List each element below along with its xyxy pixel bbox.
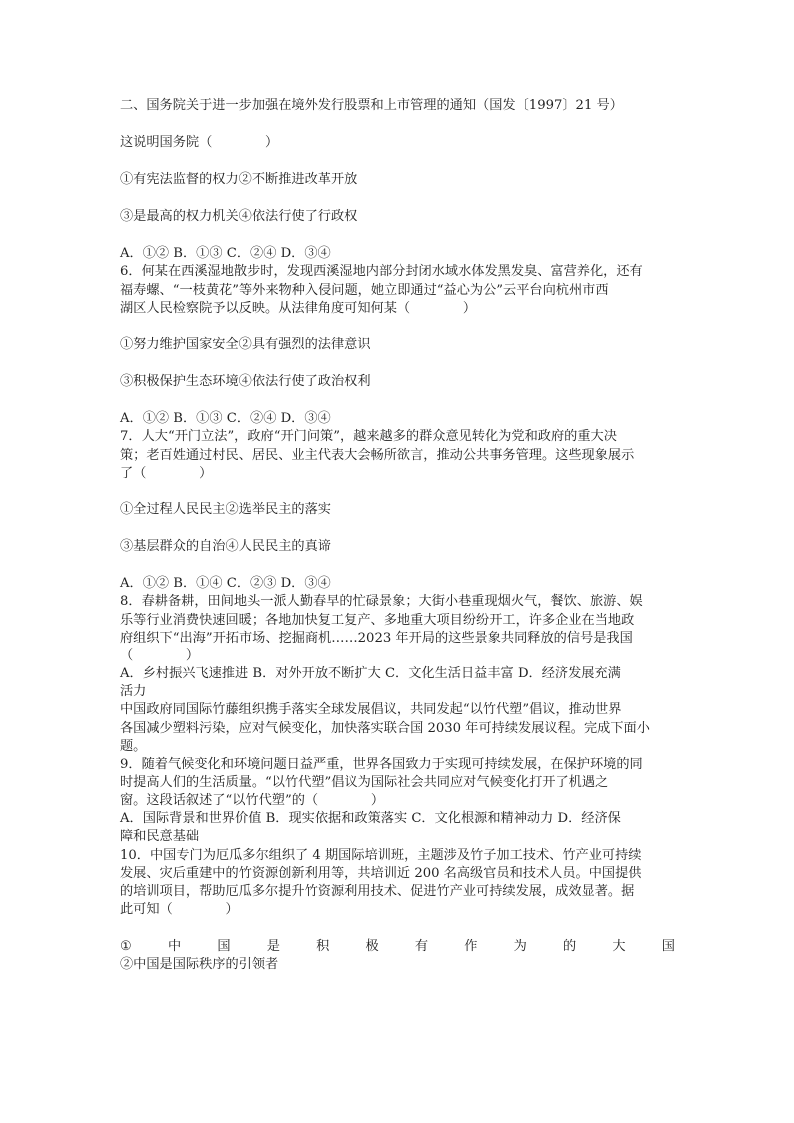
q10-option-char: 是 xyxy=(266,939,280,954)
q10-option-char: 作 xyxy=(464,939,478,954)
q10-option-char: ① xyxy=(120,939,132,954)
q10-stem-line-3: 的培训项目，帮助厄瓜多尔提升竹资源利用技术、促进竹产业可持续发展，成效显著。据 xyxy=(120,884,635,899)
q10-option-line-2: ②中国是国际秩序的引领者 xyxy=(120,957,279,972)
q5-stem: 这说明国务院（ ） xyxy=(120,135,279,150)
q5-option-line-1: ①有宪法监督的权力②不断推进改革开放 xyxy=(120,172,358,187)
q6-stem-line-3: 湖区人民检察院予以反映。从法律角度可知何某（ ） xyxy=(120,301,477,316)
q10-option-line-1 xyxy=(120,937,675,956)
q7-stem-line-3: 了（ ） xyxy=(120,466,213,481)
q10-option-char: 有 xyxy=(414,939,429,954)
q6-answer-choices: A．①② B．①③ C．②④ D．③④ xyxy=(120,411,331,426)
q9-stem-line-3: 窗。这段话叙述了“以竹代塑”的（ ） xyxy=(120,793,385,808)
q10-option-char: 极 xyxy=(365,939,379,954)
q8-stem-line-3: 府组织下“出海”开拓市场、挖掘商机……2023 年开局的这些景象共同释放的信号是我国 xyxy=(120,631,633,646)
q7-option-line-2: ③基层群众的自治④人民民主的真谛 xyxy=(120,539,331,554)
q10-stem-line-4: 此可知（ ） xyxy=(120,902,239,917)
q10-option-char: 的 xyxy=(563,939,577,954)
q10-option-char: 大 xyxy=(612,939,626,954)
q9-stem-line-1: 9．随着气候变化和环境问题日益严重，世界各国致力于实现可持续发展，在保护环境的同 xyxy=(120,757,643,772)
q9-answer-choices-1: A．国际背景和世界价值 B．现实依据和政策落实 C．文化根源和精神动力 D．经济保 xyxy=(120,811,621,826)
material-line-3: 题。 xyxy=(120,739,147,754)
q6-option-line-2: ③积极保护生态环境④依法行使了政治权利 xyxy=(120,374,371,389)
q6-stem-line-2: 福寿螺、“一枝黄花”等外来物种入侵问题，她立即通过“益心为公”云平台向杭州市西 xyxy=(120,283,609,298)
q10-option-char: 国 xyxy=(217,939,231,954)
q6-option-line-1: ①努力维护国家安全②具有强烈的法律意识 xyxy=(120,337,371,352)
q8-answer-choices-1: A．乡村振兴飞速推进 B．对外开放不断扩大 C．文化生活日益丰富 D．经济发展充满 xyxy=(120,666,621,681)
q7-stem-line-1: 7．人大“开门立法”，政府“开门问策”，越来越多的群众意见转化为党和政府的重大决 xyxy=(120,429,617,444)
q8-stem-line-4: （ ） xyxy=(120,648,200,663)
q9-answer-choices-2: 障和民意基础 xyxy=(120,829,200,844)
q10-option-char: 中 xyxy=(168,939,182,954)
q8-answer-choices-2: 活力 xyxy=(120,684,147,699)
q8-stem-line-1: 8．春耕备耕，田间地头一派人勤春早的忙碌景象；大街小巷重现烟火气，餐饮、旅游、娱 xyxy=(120,594,643,609)
q7-answer-choices: A．①② B．①④ C．②③ D．③④ xyxy=(120,576,331,591)
q10-option-char: 积 xyxy=(316,939,330,954)
q5-answer-choices: A．①② B．①③ C．②④ D．③④ xyxy=(120,246,331,261)
q10-option-char: 为 xyxy=(513,939,527,954)
q10-stem-line-1: 10．中国专门为厄瓜多尔组织了 4 期国际培训班，主题涉及竹子加工技术、竹产业可持续 xyxy=(120,848,642,863)
q9-stem-line-2: 时提高人们的生活质量。“以竹代塑”倡议为国际社会共同应对气候变化打开了机遇之 xyxy=(120,775,609,790)
q5-option-line-2: ③是最高的权力机关④依法行使了行政权 xyxy=(120,209,358,224)
q10-option-char: 国 xyxy=(661,939,675,954)
material-line-1: 中国政府同国际竹藤组织携手落实全球发展倡议，共同发起“以竹代塑”倡议，推动世界 xyxy=(120,702,622,717)
q7-option-line-1: ①全过程人民民主②选举民主的落实 xyxy=(120,502,331,517)
q8-stem-line-2: 乐等行业消费快速回暖；各地加快复工复产、多地重大项目纷纷开工，许多企业在当地政 xyxy=(120,613,635,628)
intro-notice-line: 二、国务院关于进一步加强在境外发行股票和上市管理的通知（国发〔1997〕21 号） xyxy=(120,98,623,113)
q10-stem-line-2: 发展、灾后重建中的竹资源创新利用等，共培训近 200 名高级官员和技术人员。中国提供 xyxy=(120,866,642,881)
q6-stem-line-1: 6．何某在西溪湿地散步时，发现西溪湿地内部分封闭水域水体发黑发臭、富营养化，还有 xyxy=(120,264,643,279)
material-line-2: 各国减少塑料污染，应对气候变化，加快落实联合国 2030 年可持续发展议程。完成下面小 xyxy=(120,721,650,736)
q7-stem-line-2: 策；老百姓通过村民、居民、业主代表大会畅所欲言，推动公共事务管理。这些现象展示 xyxy=(120,448,635,463)
